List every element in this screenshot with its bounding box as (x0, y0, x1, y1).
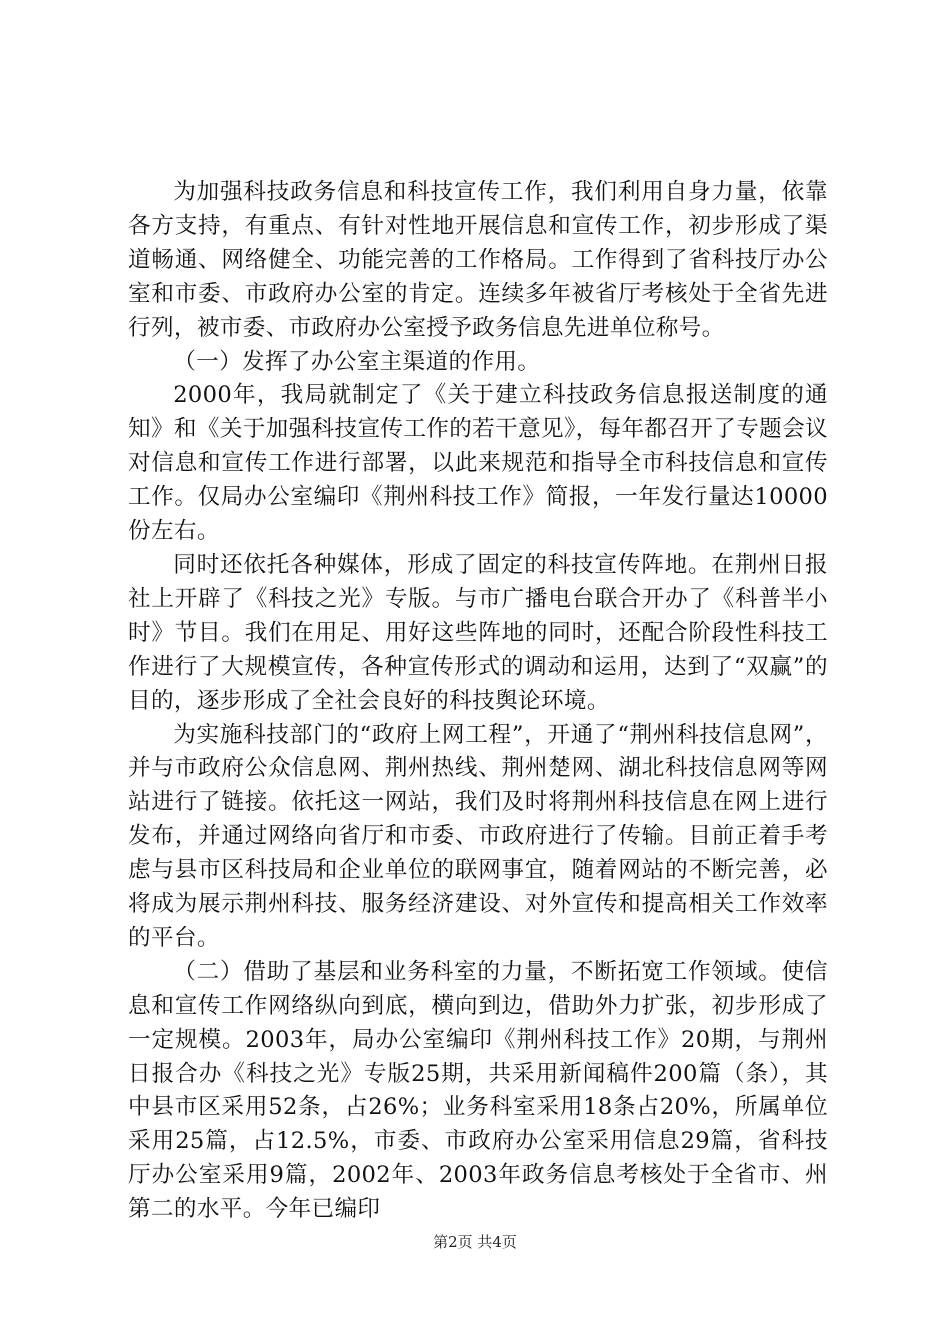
paragraph-media: 同时还依托各种媒体，形成了固定的科技宣传阵地。在荆州日报社上开辟了《科技之光》专版。与市广播电台联合开办了《科普半小时》节目。我们在用足、用好这些阵地的同时，还配合阶段性科技工作进行了大规模宣传，各种宣传形式的调动和运用，达到了“双赢”的目的，逐步形成了全社会良好的科技舆论环境。 (128, 551, 828, 714)
paragraph-2000: 2000年，我局就制定了《关于建立科技政务信息报送制度的通知》和《关于加强科技宣传工作的若干意见》，每年都召开了专题会议对信息和宣传工作进行部署，以此来规范和指导全市科技信息和宣传工作。仅局办公室编印《荆州科技工作》简报，一年发行量达10000份左右。 (128, 382, 828, 545)
paragraph-website: 为实施科技部门的“政府上网工程”，开通了“荆州科技信息网”，并与市政府公众信息网、荆州热线、荆州楚网、湖北科技信息网等网站进行了链接。依托这一网站，我们及时将荆州科技信息在网上进行发布，并通过网络向省厅和市委、市政府进行了传输。目前正着手考虑与县市区科技局和企业单位的联网事宜，随着网站的不断完善，必将成为展示荆州科技、服务经济建设、对外宣传和提高相关工作效率的平台。 (128, 721, 828, 951)
section-heading-one: （一）发挥了办公室主渠道的作用。 (173, 348, 541, 375)
body-text (128, 176, 828, 1227)
paragraph-section-two: （二）借助了基层和业务科室的力量，不断拓宽工作领域。使信息和宣传工作网络纵向到底，横向到边，借助外力扩张，初步形成了一定规模。2003年，局办公室编印《荆州科技工作》20期，与荆州日报合办《科技之光》专版25期，共采用新闻稿件200篇（条），其中县市区采用52条，占26%；业务科室采用18条占20%，所属单位采用25篇，占12.5%，市委、市政府办公室采用信息29篇，省科技厅办公室采用9篇，2002年、2003年政务信息考核处于全省市、州第二的水平。今年已编印 (128, 958, 828, 1223)
page-number-footer: 第2页 共4页 (433, 1233, 517, 1251)
paragraph-intro: 为加强科技政务信息和科技宣传工作，我们利用自身力量，依靠各方支持，有重点、有针对性地开展信息和宣传工作，初步形成了渠道畅通、网络健全、功能完善的工作格局。工作得到了省科技厅办公室和市委、市政府办公室的肯定。连续多年被省厅考核处于全省先进行列，被市委、市政府办公室授予政务信息先进单位称号。 (128, 179, 828, 341)
